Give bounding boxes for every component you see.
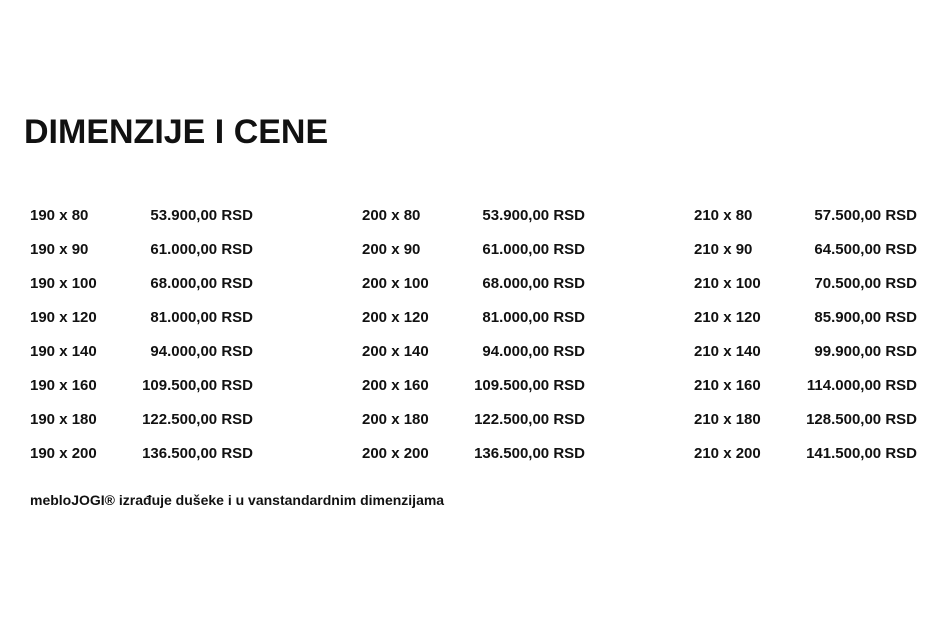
price-table xyxy=(0,198,951,470)
price-cell: 99.900,00 RSD xyxy=(814,342,917,360)
price-row xyxy=(694,436,917,470)
price-cell: 64.500,00 RSD xyxy=(814,240,917,258)
price-cell: 94.000,00 RSD xyxy=(150,342,253,360)
dimension-cell: 200 x 200 xyxy=(362,444,429,462)
price-cell: 122.500,00 RSD xyxy=(474,410,585,428)
price-row xyxy=(362,368,585,402)
price-row xyxy=(30,402,253,436)
price-cell: 85.900,00 RSD xyxy=(814,308,917,326)
price-cell: 122.500,00 RSD xyxy=(142,410,253,428)
price-row xyxy=(694,334,917,368)
price-cell: 68.000,00 RSD xyxy=(482,274,585,292)
page-title: DIMENZIJE I CENE xyxy=(24,113,329,151)
price-row xyxy=(362,232,585,266)
price-row xyxy=(362,198,585,232)
dimension-cell: 210 x 140 xyxy=(694,342,761,360)
price-cell: 57.500,00 RSD xyxy=(814,206,917,224)
dimension-cell: 210 x 100 xyxy=(694,274,761,292)
price-cell: 128.500,00 RSD xyxy=(806,410,917,428)
price-cell: 109.500,00 RSD xyxy=(142,376,253,394)
price-row xyxy=(362,300,585,334)
dimension-cell: 210 x 90 xyxy=(694,240,753,258)
price-column-210 xyxy=(694,198,917,470)
price-row xyxy=(30,232,253,266)
price-cell: 114.000,00 RSD xyxy=(806,376,917,394)
dimension-cell: 200 x 80 xyxy=(362,206,421,224)
price-cell: 136.500,00 RSD xyxy=(142,444,253,462)
dimension-cell: 210 x 160 xyxy=(694,376,761,394)
price-row xyxy=(362,402,585,436)
price-cell: 53.900,00 RSD xyxy=(150,206,253,224)
footnote: mebloJOGI® izrađuje dušeke i u vanstandardnim dimenzijama xyxy=(30,492,445,508)
price-row xyxy=(30,198,253,232)
dimension-cell: 200 x 120 xyxy=(362,308,429,326)
dimension-cell: 190 x 160 xyxy=(30,376,97,394)
price-row xyxy=(30,368,253,402)
dimension-cell: 200 x 180 xyxy=(362,410,429,428)
price-row xyxy=(30,300,253,334)
price-cell: 141.500,00 RSD xyxy=(806,444,917,462)
dimension-cell: 210 x 120 xyxy=(694,308,761,326)
dimension-cell: 190 x 200 xyxy=(30,444,97,462)
price-cell: 61.000,00 RSD xyxy=(150,240,253,258)
dimension-cell: 200 x 100 xyxy=(362,274,429,292)
dimension-cell: 210 x 80 xyxy=(694,206,753,224)
dimension-cell: 200 x 160 xyxy=(362,376,429,394)
dimension-cell: 190 x 80 xyxy=(30,206,89,224)
price-cell: 94.000,00 RSD xyxy=(482,342,585,360)
dimension-cell: 210 x 200 xyxy=(694,444,761,462)
dimension-cell: 190 x 120 xyxy=(30,308,97,326)
price-row xyxy=(362,334,585,368)
price-row xyxy=(362,266,585,300)
price-row xyxy=(694,232,917,266)
price-row xyxy=(694,402,917,436)
price-row xyxy=(694,198,917,232)
price-cell: 136.500,00 RSD xyxy=(474,444,585,462)
dimension-cell: 190 x 90 xyxy=(30,240,89,258)
price-cell: 81.000,00 RSD xyxy=(482,308,585,326)
price-cell: 81.000,00 RSD xyxy=(150,308,253,326)
dimension-cell: 190 x 140 xyxy=(30,342,97,360)
price-cell: 109.500,00 RSD xyxy=(474,376,585,394)
price-row xyxy=(362,436,585,470)
dimension-cell: 190 x 100 xyxy=(30,274,97,292)
dimension-cell: 200 x 140 xyxy=(362,342,429,360)
price-row xyxy=(694,368,917,402)
dimension-cell: 190 x 180 xyxy=(30,410,97,428)
price-row xyxy=(694,266,917,300)
price-row xyxy=(30,436,253,470)
dimension-cell: 200 x 90 xyxy=(362,240,421,258)
price-column-190 xyxy=(30,198,253,470)
price-cell: 68.000,00 RSD xyxy=(150,274,253,292)
price-column-200 xyxy=(362,198,585,470)
dimension-cell: 210 x 180 xyxy=(694,410,761,428)
price-cell: 70.500,00 RSD xyxy=(814,274,917,292)
price-row xyxy=(30,266,253,300)
price-cell: 61.000,00 RSD xyxy=(482,240,585,258)
price-cell: 53.900,00 RSD xyxy=(482,206,585,224)
price-row xyxy=(30,334,253,368)
price-row xyxy=(694,300,917,334)
